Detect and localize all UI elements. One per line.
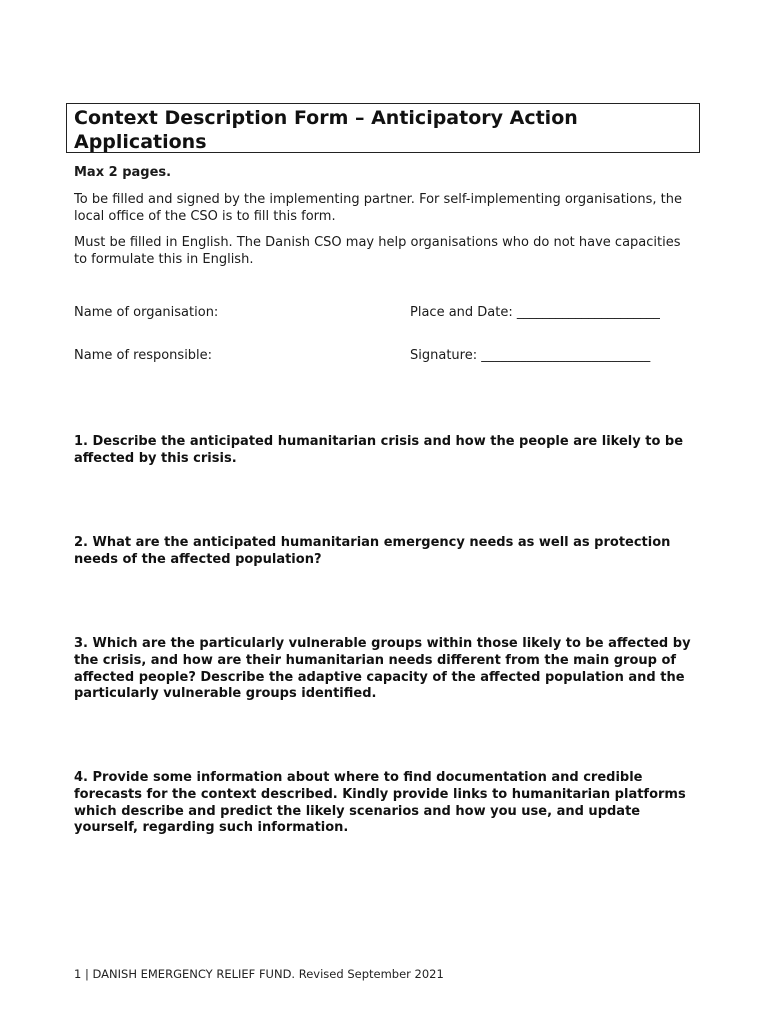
instruction-text-2: Must be filled in English. The Danish CSO may help organisations who do not have capacities to formulate this in English. <box>74 235 681 267</box>
question-3: 3. Which are the particularly vulnerable groups within those likely to be affected by the crisis, and how are their humanitarian needs different from the main group of affected people? Describe the adaptive capacity of the affected population and the particularly vulnerable groups identified. <box>74 636 691 702</box>
organisation-field-label: Name of organisation: <box>74 305 219 320</box>
question-1: 1. Describe the anticipated humanitarian crisis and how the people are likely to be affected by this crisis. <box>74 434 684 466</box>
responsible-field-label: Name of responsible: <box>74 348 213 363</box>
question-2: 2. What are the anticipated humanitarian emergency needs as well as protection needs of the affected population? <box>74 535 671 567</box>
signature-field: Signature: __________________________ <box>410 348 651 363</box>
instruction-text-1: To be filled and signed by the implementing partner. For self-implementing organisations, the local office of the CSO is to fill this form. <box>74 192 682 224</box>
max-pages-note: Max 2 pages. <box>74 165 172 180</box>
page-title: Context Description Form – Anticipatory Action Applications <box>74 107 578 153</box>
title-box <box>66 103 700 153</box>
place-date-field: Place and Date: ______________________ <box>410 305 660 320</box>
question-4: 4. Provide some information about where to find documentation and credible forecasts for the context described. Kindly provide links to humanitarian platforms which describe and predict the likely scenarios and how you use, and update yourself, regarding such information. <box>74 770 686 836</box>
page-footer: 1 | DANISH EMERGENCY RELIEF FUND. Revised September 2021 <box>74 967 444 981</box>
